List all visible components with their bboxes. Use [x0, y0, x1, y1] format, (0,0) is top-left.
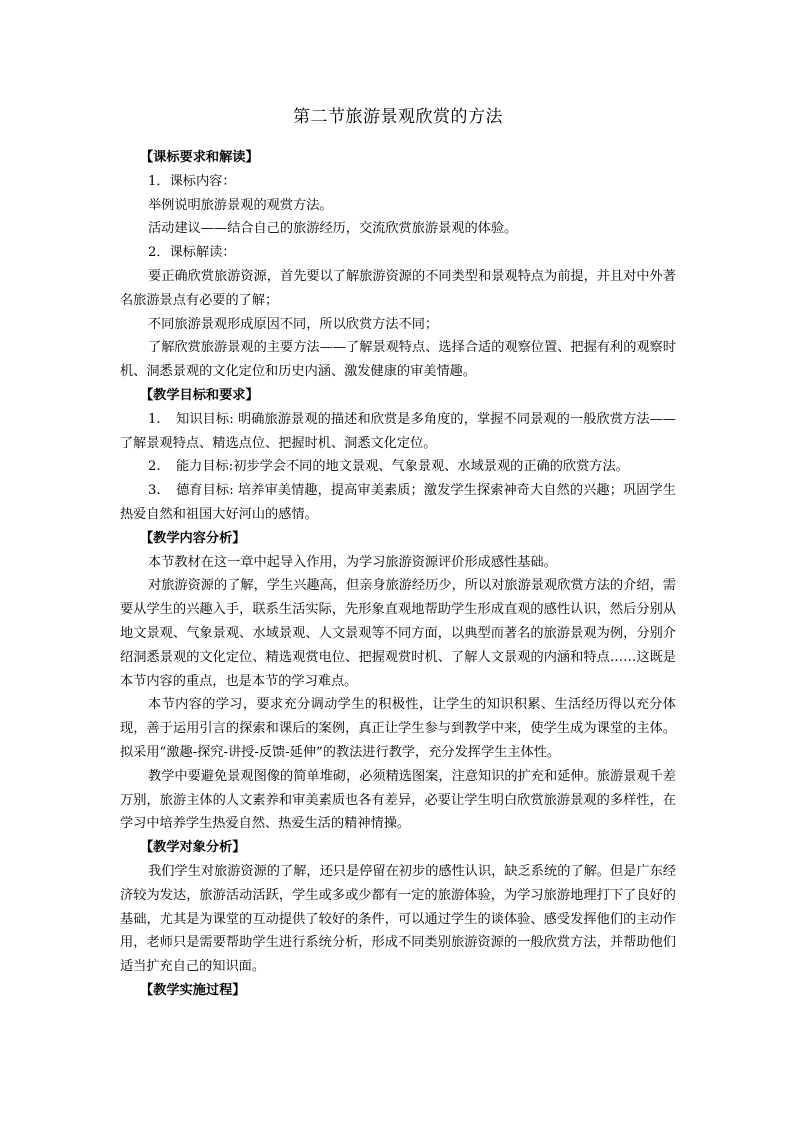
section-heading-content-analysis: 【教学内容分析】	[140, 530, 246, 546]
list-number: 2.	[148, 459, 161, 475]
paragraph: 举例说明旅游景观的观赏方法。	[148, 197, 333, 213]
list-item	[120, 455, 676, 479]
paragraph: 不同旅游景观形成原因不同，所以欣赏方法不同；	[148, 316, 439, 332]
list-text: 知识目标: 明确旅游景观的描述和欣赏是多角度的，掌握不同景观的一般欣赏方法——了解景观特点、精选点位、把握时机、洞悉文化定位。	[120, 411, 676, 451]
section-heading-audience-analysis: 【教学对象分析】	[140, 840, 246, 856]
paragraph: 本节教材在这一章中起导入作用，为学习旅游资源评价形成感性基础。	[148, 554, 557, 570]
page-title: 第二节旅游景观欣赏的方法	[293, 107, 503, 127]
list-number: 1.	[148, 411, 161, 427]
list-text: 德育目标: 培养审美情趣，提高审美素质；激发学生探索神奇大自然的兴趣；巩固学生热爱自然和祖国大好河山的感情。	[120, 483, 676, 522]
paragraph: 活动建议——结合自己的旅游经历，交流欣赏旅游景观的体验。	[148, 221, 518, 237]
section-heading-goals: 【教学目标和要求】	[140, 387, 259, 403]
list-number: 3.	[148, 483, 161, 499]
paragraph: 对旅游资源的了解，学生兴趣高，但亲身旅游经历少，所以对旅游景观欣赏方法的介绍，需要从学生的兴趣入手，联系生活实际，先形象直观地帮助学生形成直观的感性认识，然后分别从地文景观、气象景观、水域景观、人文景观等不同方面，以典型而著名的旅游景观为例，分别介绍洞悉景观的文化定位、精选观赏电位、把握观赏时机、了解人文景观的内涵和特点……这既是本节内容的重点，也是本节的学习难点。	[120, 578, 676, 689]
section-heading-curriculum: 【课标要求和解读】	[140, 150, 259, 165]
subheading-curriculum-content: 1．课标内容：	[148, 173, 236, 189]
paragraph: 教学中要避免景观图像的简单堆砌，必须精选图案，注意知识的扩充和延伸。旅游景观千差万别，旅游主体的人文素养和审美素质也各有差异，必要让学生明白欣赏旅游景观的多样性，在学习中培养学生热爱自然、热爱生活的精神情操。	[120, 768, 676, 832]
paragraph: 了解欣赏旅游景观的主要方法——了解景观特点、选择合适的观察位置、把握有利的观察时机、洞悉景观的文化定位和历史内涵、激发健康的审美情趣。	[120, 340, 676, 380]
list-text: 能力目标:初步学会不同的地文景观、气象景观、水域景观的正确的欣赏方法。	[176, 459, 629, 475]
paragraph: 我们学生对旅游资源的了解，还只是停留在初步的感性认识，缺乏系统的了解。但是广东经济较为发达，旅游活动活跃，学生或多或少都有一定的旅游体验，为学习旅游地理打下了良好的基础，尤其是为课堂的互动提供了较好的条件，可以通过学生的谈体验、感受发挥他们的主动作用，老师只是需要帮助学生进行系统分析，形成不同类别旅游资源的一般欣赏方法，并帮助他们适当扩充自己的知识面。	[120, 863, 676, 975]
list-item	[120, 479, 676, 527]
paragraph: 本节内容的学习，要求充分调动学生的积极性，让学生的知识积累、生活经历得以充分体现，善于运用引言的探索和课后的案例，真正让学生参与到教学中来，使学生成为课堂的主体。拟采用“激趣-探究-讲授-反馈-延伸”的教法进行教学，充分发挥学生主体性。	[120, 697, 676, 760]
section-heading-implementation: 【教学实施过程】	[140, 982, 246, 998]
paragraph: 要正确欣赏旅游资源，首先要以了解旅游资源的不同类型和景观特点为前提，并且对中外著名旅游景点有必要的了解；	[120, 268, 676, 308]
subheading-curriculum-interpretation: 2．课标解读：	[148, 245, 236, 261]
document-page	[120, 106, 676, 1003]
list-item	[120, 408, 676, 456]
